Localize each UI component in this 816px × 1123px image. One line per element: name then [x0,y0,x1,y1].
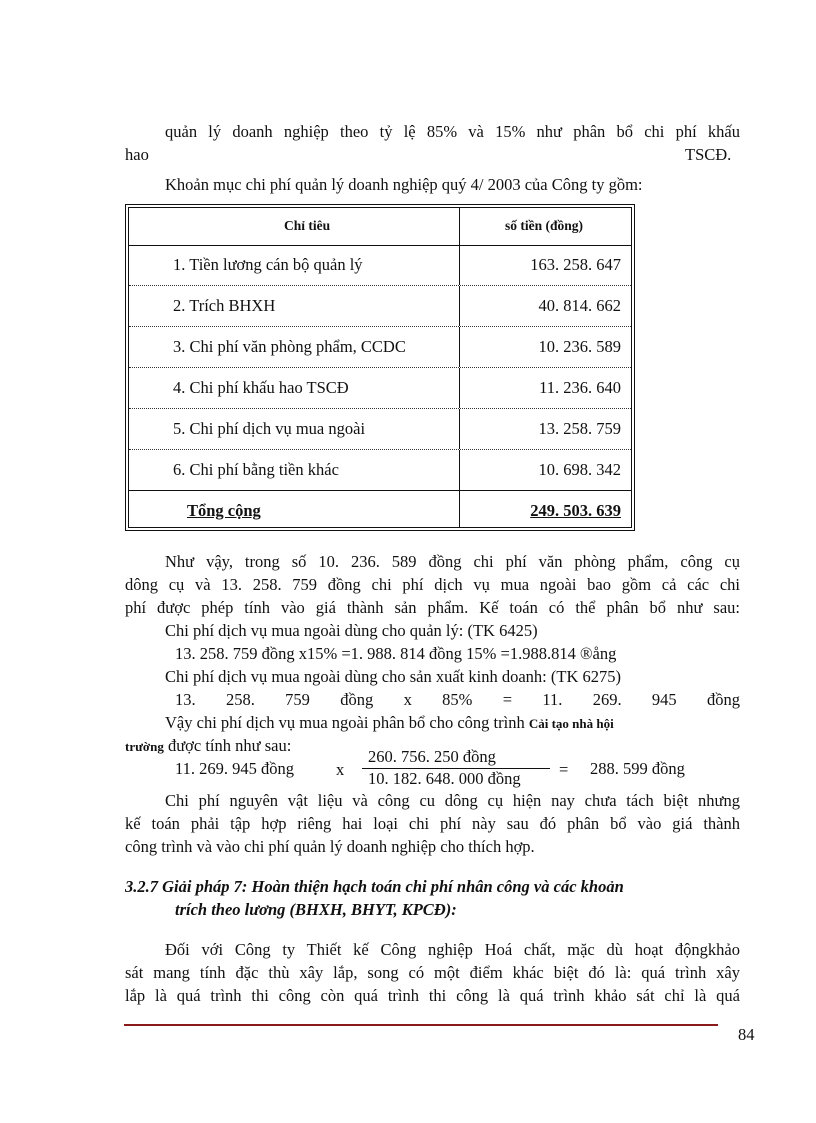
total-value: 249. 503. 639 [530,501,621,520]
paragraph-line: lắp là quá trình thi công còn quá trình thi công là quá trình khảo sát chỉ là quá [125,986,740,1005]
paragraph-line: Chi phí dịch vụ mua ngoài dùng cho quản lý: (TK 6425) [165,621,538,640]
paragraph-line: quản lý doanh nghiệp theo tỷ lệ 85% và 15% như phân bổ chi phí khấu [165,122,740,141]
paragraph-line [165,712,614,735]
table-row [129,409,631,450]
formula-multiply: x [336,760,345,779]
paragraph-line: TSCĐ. [685,145,732,164]
project-name: Cải tạo nhà hội [528,716,614,731]
row-label: 6. Chi phí bằng tiền khác [173,460,339,479]
row-value: 11. 236. 640 [539,378,621,397]
footer-rule [124,1024,718,1026]
row-label: 1. Tiền lương cán bộ quản lý [173,255,363,274]
row-label: 2. Trích BHXH [173,296,276,315]
table-header-row [129,208,631,246]
paragraph-line [125,735,291,758]
paragraph-line: Đối với Công ty Thiết kế Công nghiệp Hoá chất, mặc dù hoạt độngkhảo [165,940,740,959]
column-header-amount: số tiền (đồng) [505,218,584,233]
calculation-line: 13. 258. 759 đồng x15% =1. 988. 814 đồng 15% =1.988.814 ®ång [175,644,617,663]
formula-numerator: 260. 756. 250 đồng [368,747,496,766]
paragraph-line: dông cụ và 13. 258. 759 đồng chi phí dịch vụ mua ngoài bao gồm cả các chi [125,575,740,594]
row-value: 10. 698. 342 [538,460,621,479]
paragraph-line: Chi phí dịch vụ mua ngoài dùng cho sản xuất kinh doanh: (TK 6275) [165,667,621,686]
row-value: 40. 814. 662 [538,296,621,315]
paragraph-line: hao [125,145,149,164]
expense-table [125,204,635,531]
paragraph-line: công trình và vào chi phí quản lý doanh nghiệp cho thích hợp. [125,837,535,856]
row-value: 13. 258. 759 [538,419,621,438]
row-value: 10. 236. 589 [538,337,621,356]
calculation-line: 13. 258. 759 đồng x 85% = 11. 269. 945 đồng [175,690,740,709]
paragraph-text: được tính như sau: [167,736,292,755]
column-header-item: Chỉ tiêu [284,218,331,233]
paragraph-line: sát mang tính đặc thù xây lắp, song có một điểm khác biệt đó là: quá trình xây [125,963,740,982]
paragraph-line: kế toán phải tập hợp riêng hai loại chi phí này sau đó phân bổ vào giá thành [125,814,740,833]
row-label: 5. Chi phí dịch vụ mua ngoài [173,419,366,438]
project-name: trường [125,739,164,754]
paragraph-line: Khoản mục chi phí quản lý doanh nghiệp quý 4/ 2003 của Công ty gồm: [165,175,643,194]
formula-equals: = [559,760,569,779]
section-heading: 3.2.7 Giải pháp 7: Hoàn thiện hạch toán chi phí nhân công và các khoản [125,877,624,896]
paragraph-text: Vậy chi phí dịch vụ mua ngoài phân bổ cho công trình [165,713,525,732]
row-value: 163. 258. 647 [530,255,621,274]
page-number: 84 [738,1025,755,1044]
paragraph-line: Chi phí nguyên vật liệu và công cu dông cụ hiện nay chưa tách biệt nhưng [165,791,740,810]
paragraph-line: phí được phép tính vào giá thành sản phẩm. Kế toán có thể phân bổ như sau: [125,598,740,617]
row-label: 4. Chi phí khấu hao TSCĐ [173,378,349,397]
formula-denominator: 10. 182. 648. 000 đồng [368,769,521,788]
section-heading: trích theo lương (BHXH, BHYT, KPCĐ): [175,900,457,919]
table-row [129,450,631,491]
table-row [129,245,631,286]
total-label: Tổng cộng [187,501,261,520]
table-row [129,327,631,368]
table-row [129,286,631,327]
paragraph-line: Như vậy, trong số 10. 236. 589 đồng chi phí văn phòng phẩm, công cụ [165,552,740,571]
table-total-row [129,490,631,528]
table-row [129,368,631,409]
formula-left: 11. 269. 945 đồng [175,759,295,778]
formula-result: 288. 599 đồng [590,759,685,778]
row-label: 3. Chi phí văn phòng phẩm, CCDC [173,337,406,356]
